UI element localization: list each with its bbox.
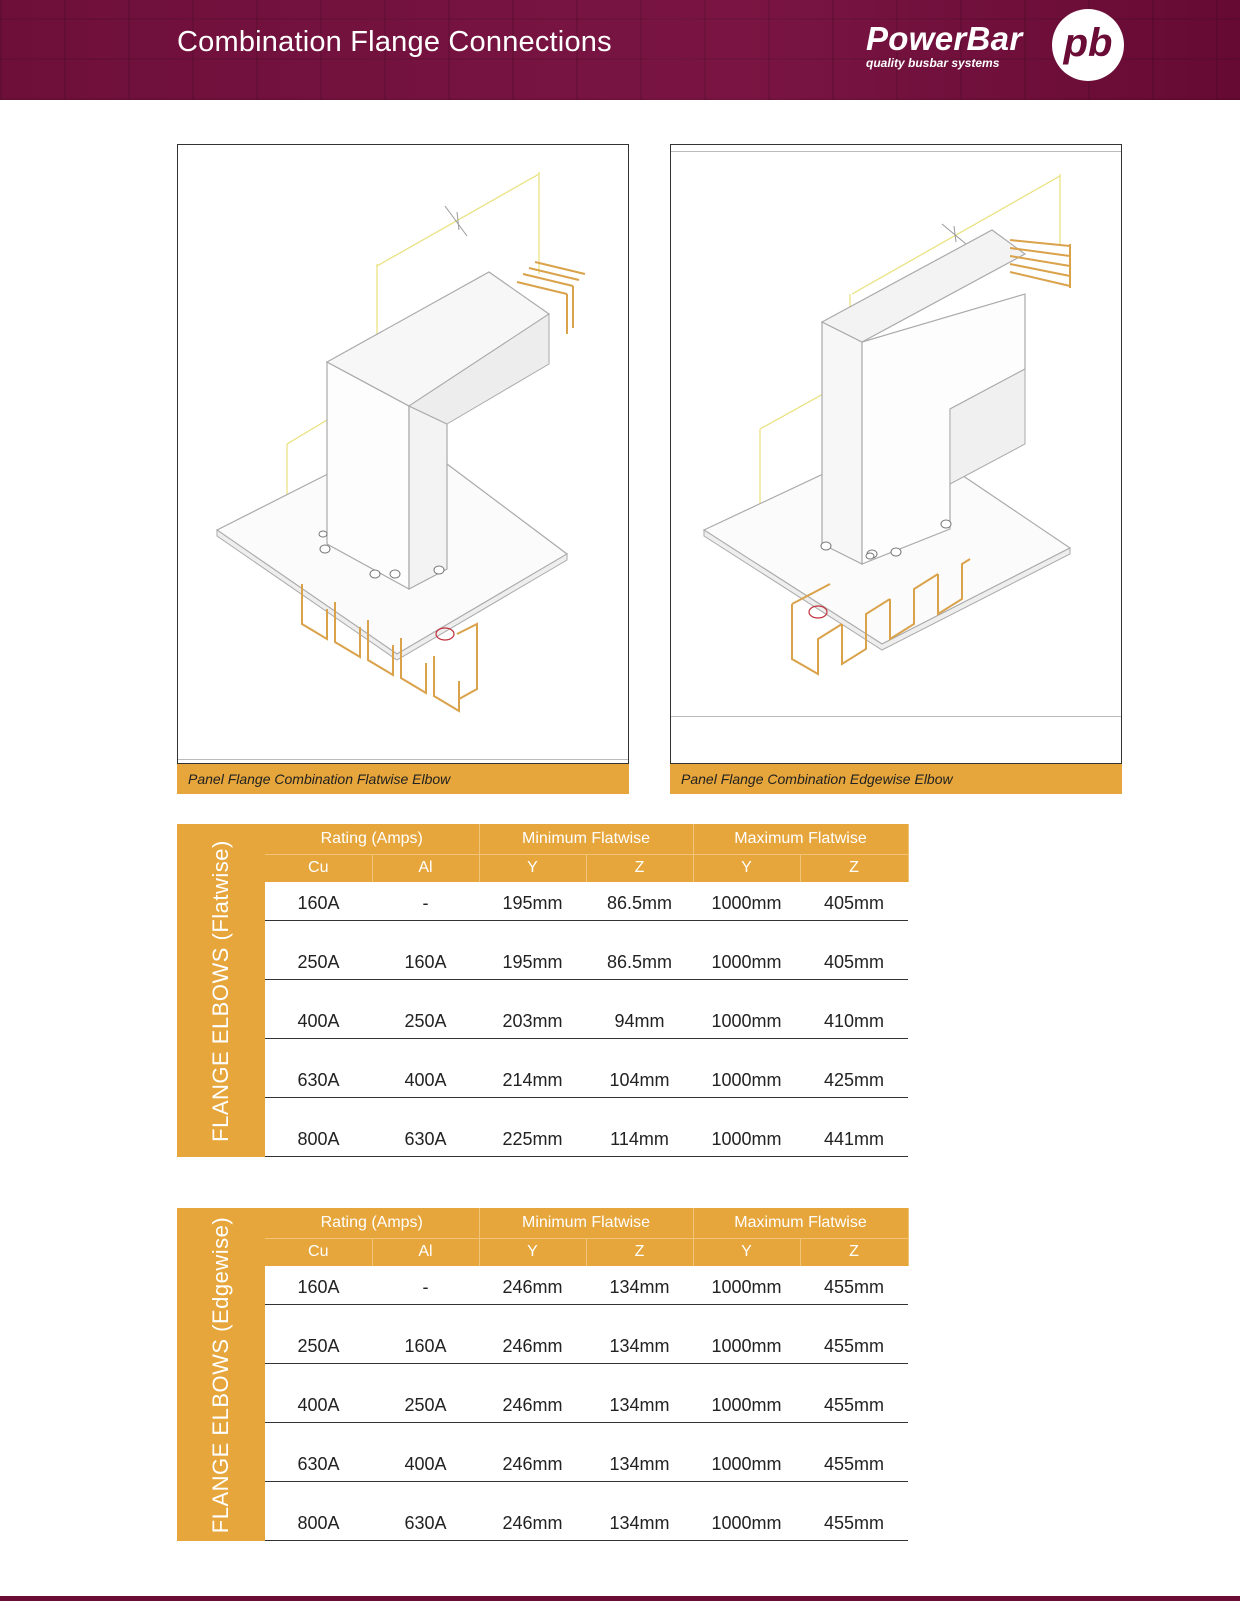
column-header-min-y: Y <box>479 1238 586 1266</box>
table-row <box>265 1038 908 1097</box>
table-cell: 1000mm <box>693 1097 800 1156</box>
table-cell: 246mm <box>479 1363 586 1422</box>
table-cell: 86.5mm <box>586 882 693 920</box>
group-header-rating: Rating (Amps) <box>265 1208 479 1238</box>
table-cell: 134mm <box>586 1363 693 1422</box>
table-row <box>265 1266 908 1304</box>
table-cell: 86.5mm <box>586 920 693 979</box>
group-header-maximum: Maximum Flatwise <box>693 1208 908 1238</box>
column-header-min-z: Z <box>586 1238 693 1266</box>
table-cell: 800A <box>265 1481 372 1540</box>
table-row <box>265 882 908 920</box>
table-cell: 455mm <box>800 1422 908 1481</box>
table-cell: 94mm <box>586 979 693 1038</box>
table-cell: 400A <box>265 1363 372 1422</box>
table-cell: - <box>372 1266 479 1304</box>
table-side-band <box>177 1208 265 1541</box>
table-row <box>265 979 908 1038</box>
table-cell: 1000mm <box>693 920 800 979</box>
table-cell: 400A <box>372 1422 479 1481</box>
table-row <box>265 1481 908 1540</box>
group-header-minimum: Minimum Flatwise <box>479 824 693 854</box>
table-cell: 214mm <box>479 1038 586 1097</box>
table-cell: 455mm <box>800 1363 908 1422</box>
table-cell: 134mm <box>586 1422 693 1481</box>
table-cell: 630A <box>372 1481 479 1540</box>
table-cell: 1000mm <box>693 1266 800 1304</box>
page-header <box>0 0 1240 100</box>
column-header-min-y: Y <box>479 854 586 882</box>
group-header-maximum: Maximum Flatwise <box>693 824 908 854</box>
table-cell: 800A <box>265 1097 372 1156</box>
table-row <box>265 1363 908 1422</box>
table-cell: 250A <box>372 979 479 1038</box>
table-cell: 1000mm <box>693 1422 800 1481</box>
table-cell: 246mm <box>479 1266 586 1304</box>
table-cell: 1000mm <box>693 1363 800 1422</box>
table-cell: 160A <box>265 882 372 920</box>
spec-table-edgewise <box>177 1208 908 1541</box>
edgewise-elbow-drawing <box>670 144 1122 764</box>
column-header-al: Al <box>372 854 479 882</box>
table-cell: 410mm <box>800 979 908 1038</box>
table-side-label: FLANGE ELBOWS (Flatwise) <box>208 839 233 1142</box>
table-cell: 134mm <box>586 1304 693 1363</box>
figure-caption: Panel Flange Combination Flatwise Elbow <box>177 764 629 794</box>
table-cell: 425mm <box>800 1038 908 1097</box>
table-cell: 1000mm <box>693 1038 800 1097</box>
footer-rule <box>0 1596 1240 1601</box>
table-cell: 630A <box>372 1097 479 1156</box>
table-cell: 250A <box>372 1363 479 1422</box>
table-cell: 160A <box>265 1266 372 1304</box>
column-header-max-z: Z <box>800 854 908 882</box>
flatwise-dimensions-table <box>265 824 909 1157</box>
table-cell: 630A <box>265 1422 372 1481</box>
table-cell: 203mm <box>479 979 586 1038</box>
figure-edgewise-elbow <box>670 144 1122 794</box>
table-cell: 246mm <box>479 1422 586 1481</box>
table-cell: 195mm <box>479 882 586 920</box>
table-cell: 195mm <box>479 920 586 979</box>
table-cell: 1000mm <box>693 1304 800 1363</box>
table-cell: 1000mm <box>693 979 800 1038</box>
table-cell: 455mm <box>800 1266 908 1304</box>
spec-table-flatwise <box>177 824 908 1157</box>
edgewise-dimensions-table <box>265 1208 909 1541</box>
column-header-max-y: Y <box>693 854 800 882</box>
figure-flatwise-elbow <box>177 144 629 794</box>
figure-caption: Panel Flange Combination Edgewise Elbow <box>670 764 1122 794</box>
logo-badge: pb <box>1052 9 1124 81</box>
table-row <box>265 1422 908 1481</box>
table-cell: 160A <box>372 920 479 979</box>
page-title: Combination Flange Connections <box>177 26 612 58</box>
table-side-label: FLANGE ELBOWS (Edgewise) <box>208 1216 233 1533</box>
table-cell: 1000mm <box>693 882 800 920</box>
logo-wordmark: PowerBar <box>866 20 1023 57</box>
table-cell: 114mm <box>586 1097 693 1156</box>
table-cell: 1000mm <box>693 1481 800 1540</box>
table-cell: - <box>372 882 479 920</box>
table-cell: 246mm <box>479 1481 586 1540</box>
table-cell: 630A <box>265 1038 372 1097</box>
column-header-cu: Cu <box>265 1238 372 1266</box>
table-cell: 104mm <box>586 1038 693 1097</box>
table-cell: 246mm <box>479 1304 586 1363</box>
table-cell: 134mm <box>586 1481 693 1540</box>
group-header-minimum: Minimum Flatwise <box>479 1208 693 1238</box>
table-cell: 405mm <box>800 920 908 979</box>
column-header-min-z: Z <box>586 854 693 882</box>
table-cell: 250A <box>265 920 372 979</box>
column-header-cu: Cu <box>265 854 372 882</box>
powerbar-logo <box>866 9 1126 89</box>
table-cell: 400A <box>265 979 372 1038</box>
table-cell: 455mm <box>800 1481 908 1540</box>
logo-tagline: quality busbar systems <box>866 56 1000 70</box>
column-header-max-y: Y <box>693 1238 800 1266</box>
table-side-band <box>177 824 265 1157</box>
table-cell: 250A <box>265 1304 372 1363</box>
table-row <box>265 1304 908 1363</box>
table-cell: 441mm <box>800 1097 908 1156</box>
table-cell: 455mm <box>800 1304 908 1363</box>
column-header-al: Al <box>372 1238 479 1266</box>
table-cell: 225mm <box>479 1097 586 1156</box>
table-cell: 405mm <box>800 882 908 920</box>
table-row <box>265 1097 908 1156</box>
table-cell: 160A <box>372 1304 479 1363</box>
group-header-rating: Rating (Amps) <box>265 824 479 854</box>
flatwise-elbow-drawing <box>177 144 629 764</box>
table-cell: 400A <box>372 1038 479 1097</box>
table-row <box>265 920 908 979</box>
table-cell: 134mm <box>586 1266 693 1304</box>
column-header-max-z: Z <box>800 1238 908 1266</box>
